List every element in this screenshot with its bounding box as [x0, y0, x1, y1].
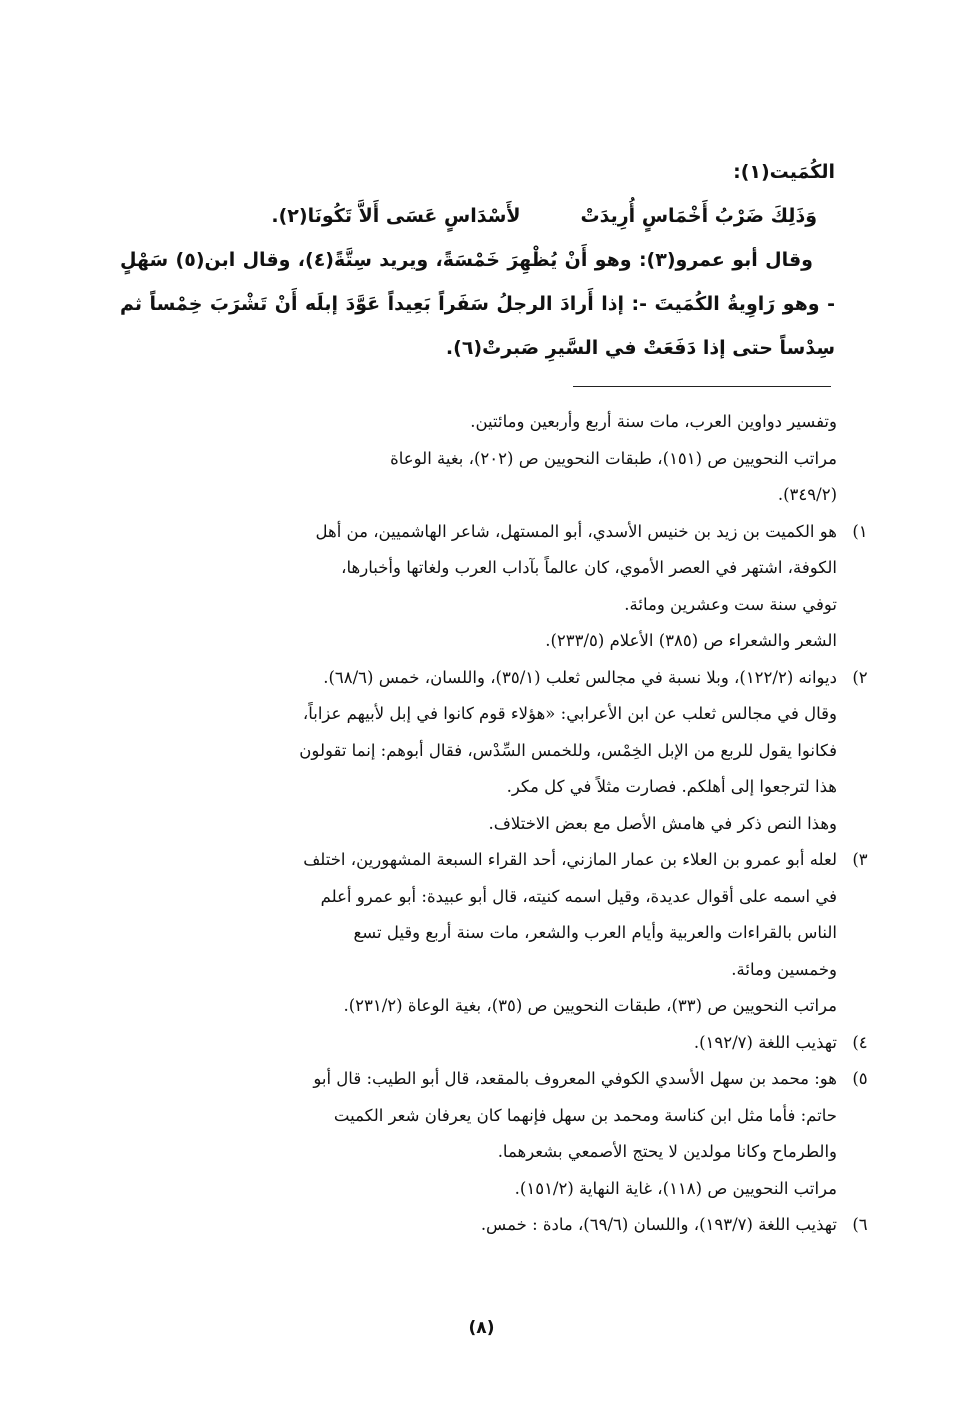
footnote-line: والطرماح وكانا مولدين لا يحتج الأصمعي بشعرهما. — [497, 1142, 837, 1161]
footnote-1 — [117, 514, 868, 660]
verse-hemistich-2: لأَسْدَاسٍ عَسَى أَلاَّ تَكُونَا(٢). — [271, 205, 521, 227]
footnote-separator — [573, 386, 831, 387]
footnote-line: الكوفة، اشتهر في العصر الأموي، كان عالماً بآداب العرب ولغاتها وأخبارها، — [341, 558, 837, 577]
footnote-line: توفي سنة ست وعشرين ومائة. — [624, 594, 837, 614]
footnote-line: وهذا النص ذكر في هامش الأصل مع بعض الاختلاف. — [488, 813, 837, 833]
footnote-line: الناس بالقراءات والعربية وأيام العرب والشعر، مات سنة أربع وقيل تسع — [353, 923, 837, 942]
footnote-6 — [117, 1207, 868, 1244]
footnote-number: ٣) — [852, 850, 868, 869]
verse-hemistich-1: وَذَلِكَ ضَرْبُ أَخْمَاسٍ أُرِيدَتْ — [580, 205, 817, 227]
footnote-line: فكانوا يقول للربع من الإبل الخِمْس، وللخمس السِّدْس، فقال أبوهم: إنما تقولون — [299, 740, 837, 760]
footnote-number: ٢) — [852, 667, 868, 687]
footnote-line: حاتم: فأما مثل ابن كناسة ومحمد بن سهل فإنهما كان يعرفان شعر الكميت — [333, 1105, 837, 1125]
footnote-line: الشعر والشعراء ص (٣٨٥) الأعلام (٢٣٣/٥). — [545, 631, 837, 650]
footnote-2 — [117, 660, 868, 843]
footnote-line: هو: محمد بن سهل الأسدي الكوفي المعروف بالمقعد، قال أبو الطيب: قال أبو — [313, 1069, 837, 1088]
footnote-number: ٦) — [852, 1215, 868, 1234]
footnote-line: وخمسين ومائة. — [731, 959, 837, 979]
main-text-block — [120, 150, 835, 370]
footnote-line: مراتب النحويين ص (٣٣)، طبقات النحويين ص (٣٥)، بغية الوعاة (٢٣١/٢). — [343, 996, 837, 1015]
footnote-line: وتفسير دواوين العرب، مات سنة أربع وأربعين ومائتين. — [470, 412, 837, 431]
footnote-4 — [117, 1025, 868, 1062]
footnote-5 — [117, 1061, 868, 1207]
footnote-number: ٤) — [852, 1032, 868, 1052]
footnote-line: مراتب النحويين ص (١٥١)، طبقات النحويين ص (٢٠٢)، بغية الوعاة — [390, 448, 837, 468]
page-number: (٨) — [468, 1318, 495, 1338]
footnote-3 — [117, 842, 868, 1025]
footnote-line: (٣٤٩/٢). — [777, 485, 837, 504]
footnote-number: ١) — [852, 521, 868, 541]
footnote-number: ٥) — [852, 1069, 868, 1088]
footnote-line: وقال في مجالس ثعلب عن ابن الأعرابي: «هؤلاء قوم كانوا في إبل لأبيهم عزاباً، — [302, 704, 837, 723]
footnote-line: مراتب النحويين ص (١١٨)، غاية النهاية (١٥١/٢). — [514, 1178, 837, 1198]
footnote-line: في اسمه على أقوال عديدة، وقيل اسمه كنيته، قال أبو عبيدة: أبو عمرو أعلم — [320, 886, 837, 906]
footnote-line: تهذيب اللغة (١٩٣/٧)، واللسان (٦٩/٦)، مادة : خمس. — [480, 1215, 837, 1234]
footnote-continuation — [117, 404, 837, 514]
poet-heading: الكُمَيت(١): — [733, 161, 835, 183]
footnote-line: لعله أبو عمرو بن العلاء بن عمار المازني، أحد القراء السبعة المشهورين، اختلف — [303, 850, 837, 869]
footnote-line: هذا لترجعوا إلى أهلكم. فصارت مثلاً في كل مكر. — [506, 777, 837, 796]
main-paragraph: وقال أبو عمرو(٣): وهو أَنْ يُظْهِرَ خَمْسَةً، ويريد سِتَّةً(٤)، وقال ابن(٥) سَهْلٍ - وهو رَاوِيةُ الكُمَيتَ -: إذا أَرادَ الرجلُ سَفَراً بَعِيداً عَوَّدَ إبلَه أَنْ تَشْرَبَ خِمْساً ثم سِدْساً حتى إذا دَفَعَتْ في السَّيرِ صَبرتْ(٦). — [120, 249, 835, 359]
poem-verse — [120, 194, 835, 238]
footnote-line: هو الكميت بن زيد بن خنيس الأسدي، أبو المستهل، شاعر الهاشميين، من أهل — [315, 521, 837, 541]
footnote-line: ديوانه (١٢٢/٢)، وبلا نسبة في مجالس ثعلب (٣٥/١)، واللسان، خمس (٦٨/٦). — [323, 667, 837, 687]
footnote-line: تهذيب اللغة (١٩٢/٧). — [693, 1032, 837, 1052]
footnotes-section — [117, 404, 868, 1244]
